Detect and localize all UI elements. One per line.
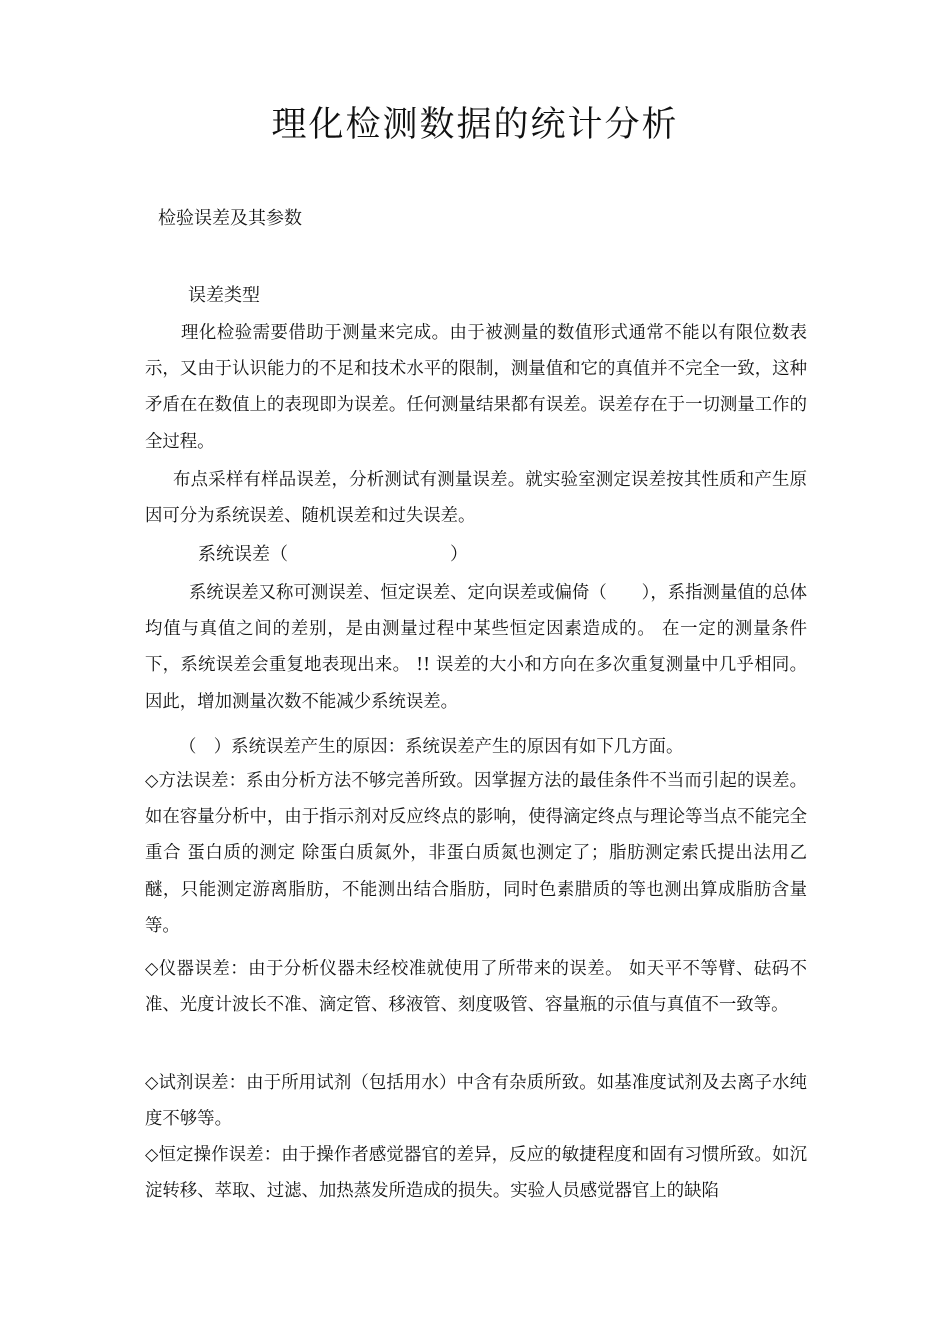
paragraph-systematic-definition: 系统误差又称可测误差、恒定误差、定向误差或偏倚（ ），系指测量值的总体均值与真值之间的差别，是由测量过程中某些恒定因素造成的。 在一定的测量条件下，系统误差会重复地表现出来。 !! 误差的大小和方向在多次重复测量中几乎相同。因此，增加测量次数不能减少系统误差。	[145, 583, 807, 712]
document-title: 理化检测数据的统计分析	[271, 105, 679, 145]
paragraph-intro: 理化检验需要借助于测量来完成。由于被测量的数值形式通常不能以有限位数表示，又由于认识能力的不足和技术水平的限制，测量值和它的真值并不完全一致，这种矛盾在在数值上的表现即为误差。任何测量结果都有误差。误差存在于一切测量工作的全过程。	[145, 323, 807, 452]
paragraph-operation-error: ◇恒定操作误差：由于操作者感觉器官的差异，反应的敏捷程度和固有习惯所致。如沉淀转移、萃取、过滤、加热蒸发所造成的损失。实验人员感觉器官上的缺陷	[145, 1145, 807, 1202]
section-heading: 检验误差及其参数	[158, 208, 302, 229]
paragraph-causes-intro: （ ）系统误差产生的原因：系统误差产生的原因有如下几方面。	[179, 737, 684, 757]
paragraph-method-error: ◇方法误差：系由分析方法不够完善所致。因掌握方法的最佳条件不当而引起的误差。如在容量分析中，由于指示剂对反应终点的影响，使得滴定终点与理论等当点不能完全重合 蛋白质的测定 除蛋白质氮外，非蛋白质氮也测定了；脂肪测定索氏提出法用乙醚，只能测定游离脂肪，不能测出结合脂肪，同时色素腊质的等也测出算成脂肪含量等。	[145, 771, 807, 936]
paragraph-instrument-error: ◇仪器误差：由于分析仪器未经校准就使用了所带来的误差。 如天平不等臂、砝码不准、光度计波长不准、滴定管、移液管、刻度吸管、容量瓶的示值与真值不一致等。	[145, 959, 807, 1016]
systematic-error-heading: 系统误差（ ）	[198, 544, 468, 565]
paragraph-reagent-error: ◇试剂误差：由于所用试剂（包括用水）中含有杂质所致。如基准度试剂及去离子水纯度不够等。	[145, 1073, 807, 1130]
paragraph-classification: 布点采样有样品误差，分析测试有测量误差。就实验室测定误差按其性质和产生原因可分为系统误差、随机误差和过失误差。	[145, 470, 807, 527]
subsection-heading: 误差类型	[188, 285, 260, 306]
